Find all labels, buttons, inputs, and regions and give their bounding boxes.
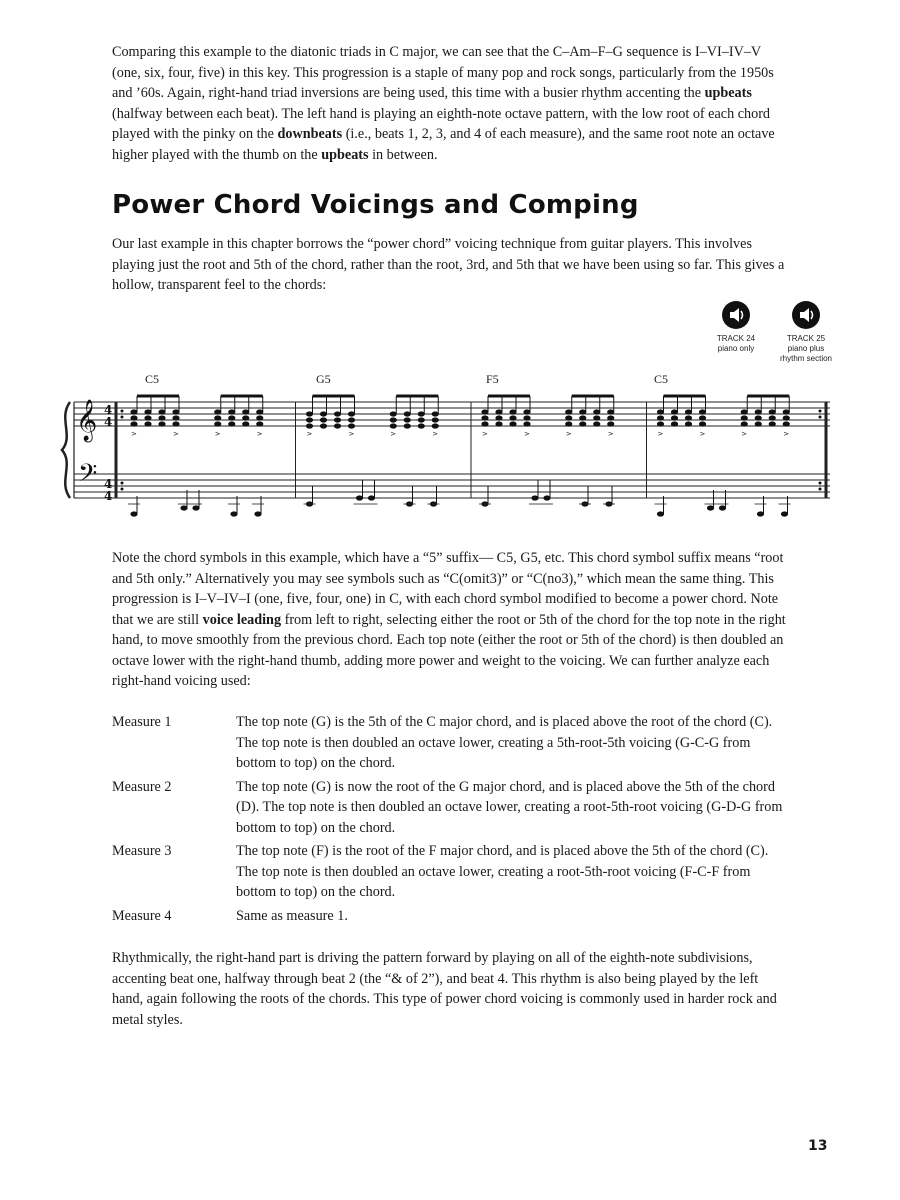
rh-notehead [579,421,586,426]
repeat-dot [819,482,822,485]
rh-notehead [755,415,762,420]
rh-notehead [741,421,748,426]
rh-notehead [699,415,706,420]
rh-notehead [509,415,516,420]
rh-notehead [565,421,572,426]
rh-notehead [755,421,762,426]
repeat-dot [121,488,124,491]
rh-notehead [769,415,776,420]
track-number: TRACK 25 [786,334,826,343]
power-chord-intro-paragraph: Our last example in this chapter borrows the “power chord” voicing technique from guitar players. This involves playing just the root and 5th of the chord, rather than the root, 3rd, and 5th that we have been using so far. This gives a hollow, transparent feel to the chords: [112,236,785,293]
rh-notehead [242,421,249,426]
accent-mark: > [699,430,706,438]
rh-notehead [783,415,790,420]
measure-label: Measure 4 [112,907,172,924]
audio-track-icon [721,300,751,330]
chord-symbol: C5 [145,372,160,386]
rh-notehead [390,423,397,428]
accent-mark: > [256,430,263,438]
rh-notehead [348,417,355,422]
accent-mark: > [214,430,221,438]
rh-notehead [699,421,706,426]
measure-row [112,712,792,774]
rh-notehead [228,421,235,426]
accent-mark: > [482,430,488,438]
measure-label: Measure 1 [112,714,172,730]
rh-notehead [172,421,179,426]
track-description: piano only [717,344,755,353]
rh-notehead [228,415,235,420]
accent-mark: > [524,430,530,438]
treble-clef: 𝄞 [76,400,98,441]
accent-mark: > [657,430,664,438]
bold-term-downbeats: downbeats [277,126,343,142]
measure-row [112,841,792,903]
rh-notehead [565,415,572,420]
rh-notehead [593,415,600,420]
rh-notehead [509,421,516,426]
rh-notehead [390,417,397,422]
time-signature-top-bass: 4 [104,477,113,491]
rh-notehead [404,417,411,422]
chord-symbol: F5 [486,372,499,386]
rh-notehead [481,421,488,426]
rh-notehead [741,415,748,420]
repeat-dot [121,416,124,419]
rh-notehead [783,421,790,426]
repeat-dot [819,410,822,413]
page-number: 13 [808,1138,828,1154]
rh-notehead [306,423,313,428]
bold-term-voice-leading: voice leading [202,611,282,628]
accent-mark: > [783,430,790,438]
rh-notehead [607,421,614,426]
rh-notehead [418,423,425,428]
rh-notehead [320,423,327,428]
rh-notehead [130,415,137,420]
measure-label: Measure 3 [112,843,172,859]
rh-notehead [306,417,313,422]
measure-description: The top note (F) is the root of the F major chord, and is placed above the 5th of the chord (C). The top note is then doubled an octave lower, creating a root-5th-root voicing (F-C-F from bottom to top) on the chord. [236,843,769,900]
rh-notehead [481,415,488,420]
rh-notehead [523,421,530,426]
rh-notehead [685,421,692,426]
rh-notehead [404,423,411,428]
bold-term-upbeats: upbeats [704,85,752,101]
rh-notehead [418,417,425,422]
repeat-dot [819,488,822,491]
track-number: TRACK 24 [716,334,756,343]
rh-notehead [130,421,137,426]
time-signature-top-treble: 4 [104,403,113,417]
rh-notehead [579,415,586,420]
rh-notehead [172,415,179,420]
chord-symbol: C5 [654,372,669,386]
accent-mark: > [173,430,179,438]
accent-mark: > [565,430,572,438]
measure-description: The top note (G) is the 5th of the C major chord, and is placed above the root of the chord (C). The top note is then doubled an octave lower, creating a 5th-root-5th voicing (G-C-G from bottom to top) on the chord. [236,714,773,771]
rh-notehead [334,417,341,422]
measure-row [112,906,792,927]
measure-label: Measure 2 [112,778,172,795]
time-signature-bottom-bass: 4 [104,489,113,503]
rh-notehead [144,415,151,420]
rh-notehead [256,415,263,420]
track-description: piano plus rhythm section [779,344,833,363]
repeat-dot [121,410,124,413]
track-24-badge[interactable] [706,300,766,354]
rh-notehead [671,415,678,420]
rh-notehead [495,421,502,426]
measure-description: Same as measure 1. [236,907,348,924]
rh-notehead [671,421,678,426]
repeat-dot [819,416,822,419]
chord-symbol: G5 [316,372,331,386]
measure-description: The top note (G) is now the root of the G major chord, and is placed above the 5th of the chord (D). The top note is then doubled an octave lower, creating a root-5th-root voicing (G-D-G from bottom to top) on the chord. [236,778,783,836]
piano-notation [60,388,840,523]
rh-notehead [334,423,341,428]
rh-notehead [320,417,327,422]
accent-mark: > [348,430,355,438]
rh-notehead [495,415,502,420]
accent-mark: > [432,430,439,438]
rh-notehead [242,415,249,420]
rh-notehead [593,421,600,426]
audio-track-icon [791,300,821,330]
rh-notehead [657,421,664,426]
bold-term-upbeats-2: upbeats [321,146,369,163]
measure-analysis-table [112,712,792,929]
rh-notehead [685,415,692,420]
intro-paragraph: Comparing this example to the diatonic triads in C major, we can see that the C–Am–F–G sequence is I–VI–IV–V (one, six, four, five) in this key. This progression is a staple of many pop and rock songs, particularly from the 1950s and ’60s. Again, right-hand triad inversions are being used, this time with a busier rhythm accenting the upbeats (halfway between each beat). The left hand is playing an eighth-note octave pattern, with the low root of each chord played with the pinky on the downbeats (i.e., beats 1, 2, 3, and 4 of each measure), and the same root note an octave higher played with the thumb on the upbeats in between. [112,44,775,163]
grand-staff-brace [62,402,70,498]
rh-notehead [158,421,165,426]
rh-notehead [523,415,530,420]
rh-notehead [158,415,165,420]
repeat-dot [121,482,124,485]
rh-notehead [348,423,355,428]
rh-notehead [607,415,614,420]
rhythm-paragraph: Rhythmically, the right-hand part is driving the pattern forward by playing on all of the eighth-note subdivisions, accenting beat one, halfway through beat 2 (the “& of 2”), and beat 4. This rhythm is also being played by the left hand, again following the roots of the chords. This type of power chord voicing is commonly used in harder rock and metal styles. [112,950,777,1028]
accent-mark: > [131,430,137,438]
rh-notehead [144,421,151,426]
chord-symbols-paragraph: Note the chord symbols in this example, which have a “5” suffix— C5, G5, etc. This chord symbol suffix means “root and 5th only.” Alternatively you may see symbols such as “C(omit3)” or “C(no3),” which mean the same thing. This progression is I–V–IV–I (one, five, four, one) in C, with each chord symbol modified to become a power chord. Note that we are still voice leading from left to right, selecting either the root or 5th of the chord for the top note in the right hand, to move smoothly from the previous chord. Each top note (either the root or 5th of the chord) is then doubled an octave lower with the right-hand thumb, adding more power and weight to the voicing. We can further analyze each right-hand voicing used: [112,550,786,689]
rh-notehead [432,417,439,422]
rh-notehead [432,423,439,428]
time-signature-bottom-treble: 4 [104,415,113,429]
accent-mark: > [390,430,397,438]
accent-mark: > [607,430,614,438]
accent-mark: > [741,430,748,438]
rh-notehead [657,415,664,420]
section-heading: Power Chord Voicings and Comping [112,190,639,220]
rh-notehead [214,415,221,420]
rh-notehead [769,421,776,426]
rh-notehead [256,421,263,426]
measure-row [112,777,792,839]
track-25-badge[interactable] [776,300,836,364]
bass-clef: 𝄢 [78,459,98,494]
accent-mark: > [306,430,313,438]
rh-notehead [214,421,221,426]
